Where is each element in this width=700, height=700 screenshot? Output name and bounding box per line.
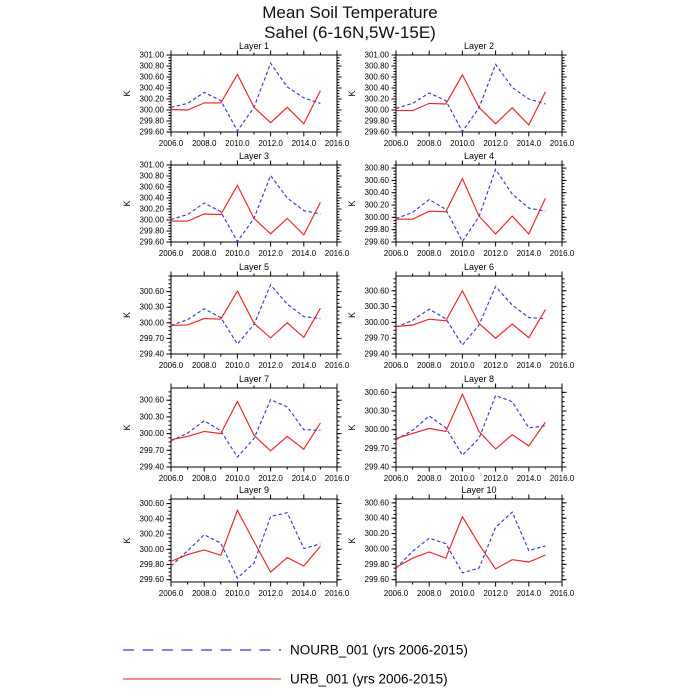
layer-chart-2	[341, 37, 576, 156]
y-axis-unit: K	[347, 200, 357, 207]
nourb_001-line	[396, 287, 545, 346]
x-tick-label: 2006.0	[158, 589, 184, 598]
panel-title: Layer 10	[461, 485, 497, 495]
layer-chart-3	[116, 147, 351, 266]
x-tick-label: 2006.0	[158, 249, 184, 258]
plot-frame	[171, 276, 337, 354]
x-tick-label: 2006.0	[158, 361, 184, 370]
x-tick-label: 2012.0	[258, 589, 283, 598]
x-tick-label: 2006.0	[158, 474, 184, 483]
y-tick-label: 301.00	[364, 50, 389, 60]
x-tick-label: 2006.0	[383, 589, 409, 598]
y-tick-label: 299.40	[364, 349, 389, 359]
y-tick-label: 299.60	[139, 127, 164, 137]
y-tick-label: 300.60	[139, 499, 164, 509]
plot-frame	[396, 499, 562, 582]
urb_001-line	[171, 401, 320, 451]
panel-title: Layer 7	[238, 374, 270, 384]
y-tick-label: 300.80	[364, 61, 389, 71]
x-tick-label: 2010.0	[225, 249, 250, 258]
x-tick-label: 2012.0	[258, 139, 283, 148]
x-tick-label: 2010.0	[225, 589, 250, 598]
y-tick-label: 299.60	[139, 237, 164, 247]
y-tick-label: 300.00	[364, 544, 389, 554]
y-tick-label: 300.30	[364, 302, 389, 312]
x-tick-label: 2016.0	[549, 361, 575, 370]
y-axis-unit: K	[347, 311, 357, 319]
layer-chart-10	[341, 481, 576, 606]
x-tick-label: 2016.0	[549, 474, 575, 483]
x-tick-label: 2008.0	[191, 474, 217, 483]
urb_001-line	[396, 291, 545, 338]
y-tick-label: 300.60	[139, 395, 164, 405]
y-tick-label: 300.60	[139, 182, 164, 192]
y-tick-label: 300.40	[139, 83, 164, 93]
x-tick-label: 2008.0	[416, 249, 442, 258]
x-tick-label: 2012.0	[483, 589, 508, 598]
y-axis-unit: K	[122, 311, 132, 319]
x-tick-label: 2014.0	[291, 361, 317, 370]
x-tick-label: 2006.0	[383, 361, 409, 370]
x-tick-label: 2014.0	[516, 361, 542, 370]
layer-chart-8	[341, 370, 576, 491]
nourb_001-line	[396, 64, 545, 131]
plot-frame	[171, 55, 337, 132]
plot-frame	[396, 55, 562, 132]
nourb_001-line	[396, 169, 545, 241]
nourb_001-line	[171, 513, 320, 579]
figure-title-line1: Mean Soil Temperature	[262, 3, 438, 22]
layer-chart-7	[116, 370, 351, 491]
y-tick-label: 300.60	[364, 387, 389, 397]
plot-frame	[396, 165, 562, 242]
y-tick-label: 299.70	[364, 443, 389, 453]
y-tick-label: 300.20	[139, 529, 164, 539]
x-tick-label: 2008.0	[191, 139, 217, 148]
y-tick-label: 299.80	[139, 116, 164, 126]
y-tick-label: 300.00	[364, 317, 389, 327]
y-tick-label: 300.00	[364, 212, 389, 222]
x-tick-label: 2010.0	[450, 474, 475, 483]
x-tick-label: 2014.0	[516, 474, 542, 483]
y-tick-label: 300.60	[364, 286, 389, 296]
x-tick-label: 2010.0	[225, 139, 250, 148]
y-tick-label: 299.40	[139, 462, 164, 472]
x-tick-label: 2008.0	[416, 474, 442, 483]
y-tick-label: 299.40	[364, 462, 389, 472]
y-tick-label: 300.60	[364, 175, 389, 185]
y-tick-label: 299.80	[139, 559, 164, 569]
x-tick-label: 2016.0	[549, 139, 575, 148]
x-tick-label: 2010.0	[225, 361, 250, 370]
y-tick-label: 300.40	[139, 514, 164, 524]
panel-title: Layer 4	[463, 151, 495, 161]
panel-title: Layer 2	[463, 41, 495, 51]
y-tick-label: 300.60	[139, 287, 164, 297]
y-tick-label: 300.00	[139, 318, 164, 328]
y-tick-label: 300.00	[139, 215, 164, 225]
y-tick-label: 300.40	[364, 188, 389, 198]
x-tick-label: 2014.0	[516, 249, 542, 258]
y-tick-label: 300.30	[364, 406, 389, 416]
y-tick-label: 300.40	[364, 83, 389, 93]
x-tick-label: 2012.0	[258, 249, 283, 258]
x-tick-label: 2016.0	[549, 589, 575, 598]
figure-title-line2: Sahel (6-16N,5W-15E)	[264, 23, 436, 42]
y-axis-unit: K	[122, 90, 132, 97]
y-tick-label: 299.70	[139, 333, 164, 343]
y-tick-label: 301.00	[139, 50, 164, 60]
y-tick-label: 301.00	[139, 160, 164, 170]
y-tick-label: 299.60	[139, 575, 164, 585]
urb_001-line	[396, 394, 545, 449]
y-tick-label: 300.30	[139, 412, 164, 422]
x-tick-label: 2006.0	[383, 474, 409, 483]
y-tick-label: 300.20	[364, 94, 389, 104]
y-axis-unit: K	[347, 424, 357, 431]
x-tick-label: 2008.0	[191, 249, 217, 258]
x-tick-label: 2010.0	[450, 249, 475, 258]
y-tick-label: 300.60	[364, 72, 389, 82]
x-tick-label: 2010.0	[450, 361, 475, 370]
plot-frame	[171, 388, 337, 467]
x-tick-label: 2012.0	[483, 474, 508, 483]
panel-title: Layer 8	[463, 374, 495, 384]
x-tick-label: 2010.0	[450, 589, 475, 598]
y-tick-label: 300.00	[139, 544, 164, 554]
layer-chart-4	[341, 147, 576, 266]
x-tick-label: 2016.0	[324, 139, 350, 148]
y-tick-label: 300.80	[139, 61, 164, 71]
nourb_001-line	[171, 400, 320, 457]
panel-title: Layer 5	[238, 262, 270, 272]
x-tick-label: 2008.0	[416, 139, 442, 148]
y-tick-label: 300.20	[139, 204, 164, 214]
x-tick-label: 2006.0	[383, 249, 409, 258]
y-tick-label: 300.30	[139, 302, 164, 312]
x-tick-label: 2006.0	[158, 139, 184, 148]
y-tick-label: 300.00	[364, 425, 389, 435]
layer-chart-6	[341, 258, 576, 378]
x-tick-label: 2012.0	[258, 474, 283, 483]
y-tick-label: 300.00	[139, 429, 164, 439]
nourb_001-line	[396, 512, 545, 573]
y-tick-label: 299.40	[139, 349, 164, 359]
layer-chart-9	[116, 481, 351, 606]
y-tick-label: 300.00	[364, 105, 389, 115]
y-tick-label: 300.80	[139, 171, 164, 181]
y-tick-label: 299.80	[364, 559, 389, 569]
y-tick-label: 300.20	[364, 200, 389, 210]
x-tick-label: 2014.0	[291, 589, 317, 598]
x-tick-label: 2010.0	[450, 139, 475, 148]
x-tick-label: 2016.0	[324, 361, 350, 370]
plot-frame	[396, 276, 562, 354]
y-axis-unit: K	[122, 200, 132, 207]
legend	[0, 630, 700, 692]
x-tick-label: 2014.0	[291, 474, 317, 483]
plot-frame	[396, 388, 562, 467]
nourb_001-line	[171, 176, 320, 242]
y-tick-label: 299.70	[364, 333, 389, 343]
y-axis-unit: K	[347, 537, 357, 544]
y-tick-label: 300.20	[139, 94, 164, 104]
x-tick-label: 2012.0	[483, 139, 508, 148]
x-tick-label: 2008.0	[191, 361, 217, 370]
y-tick-label: 300.20	[364, 529, 389, 539]
x-tick-label: 2014.0	[516, 139, 542, 148]
urb_001-line	[396, 179, 545, 234]
y-tick-label: 300.40	[364, 513, 389, 523]
urb_001-line	[396, 517, 545, 569]
x-tick-label: 2012.0	[258, 361, 283, 370]
y-tick-label: 300.60	[139, 72, 164, 82]
urb_001-line	[171, 510, 320, 572]
y-tick-label: 299.80	[364, 116, 389, 126]
x-tick-label: 2010.0	[225, 474, 250, 483]
x-tick-label: 2014.0	[516, 589, 542, 598]
y-tick-label: 299.60	[364, 575, 389, 585]
x-tick-label: 2008.0	[416, 589, 442, 598]
y-tick-label: 299.60	[364, 127, 389, 137]
x-tick-label: 2008.0	[416, 361, 442, 370]
y-axis-unit: K	[347, 90, 357, 97]
legend-label-nourb: NOURB_001 (yrs 2006-2015)	[290, 642, 468, 658]
y-tick-label: 300.80	[364, 163, 389, 173]
x-tick-label: 2014.0	[291, 139, 317, 148]
y-axis-unit: K	[122, 424, 132, 431]
y-tick-label: 299.60	[364, 237, 389, 247]
layer-chart-1	[116, 37, 351, 156]
panel-title: Layer 9	[238, 485, 270, 495]
x-tick-label: 2016.0	[549, 249, 575, 258]
panel-title: Layer 1	[238, 41, 270, 51]
panel-title: Layer 3	[238, 151, 270, 161]
y-tick-label: 299.70	[139, 445, 164, 455]
x-tick-label: 2012.0	[483, 249, 508, 258]
legend-label-urb: URB_001 (yrs 2006-2015)	[290, 671, 448, 687]
nourb_001-line	[396, 396, 545, 456]
y-tick-label: 300.60	[364, 498, 389, 508]
y-axis-unit: K	[122, 537, 132, 544]
x-tick-label: 2008.0	[191, 589, 217, 598]
panel-title: Layer 6	[463, 262, 495, 272]
y-tick-label: 300.40	[139, 193, 164, 203]
x-tick-label: 2016.0	[324, 474, 350, 483]
x-tick-label: 2016.0	[324, 589, 350, 598]
y-tick-label: 300.00	[139, 105, 164, 115]
x-tick-label: 2006.0	[383, 139, 409, 148]
nourb_001-line	[171, 285, 320, 344]
layer-chart-5	[116, 258, 351, 378]
urb_001-line	[171, 291, 320, 338]
x-tick-label: 2014.0	[291, 249, 317, 258]
plot-frame	[171, 165, 337, 242]
nourb_001-line	[171, 63, 320, 131]
x-tick-label: 2016.0	[324, 249, 350, 258]
x-tick-label: 2012.0	[483, 361, 508, 370]
y-tick-label: 299.80	[364, 225, 389, 235]
y-tick-label: 299.80	[139, 226, 164, 236]
